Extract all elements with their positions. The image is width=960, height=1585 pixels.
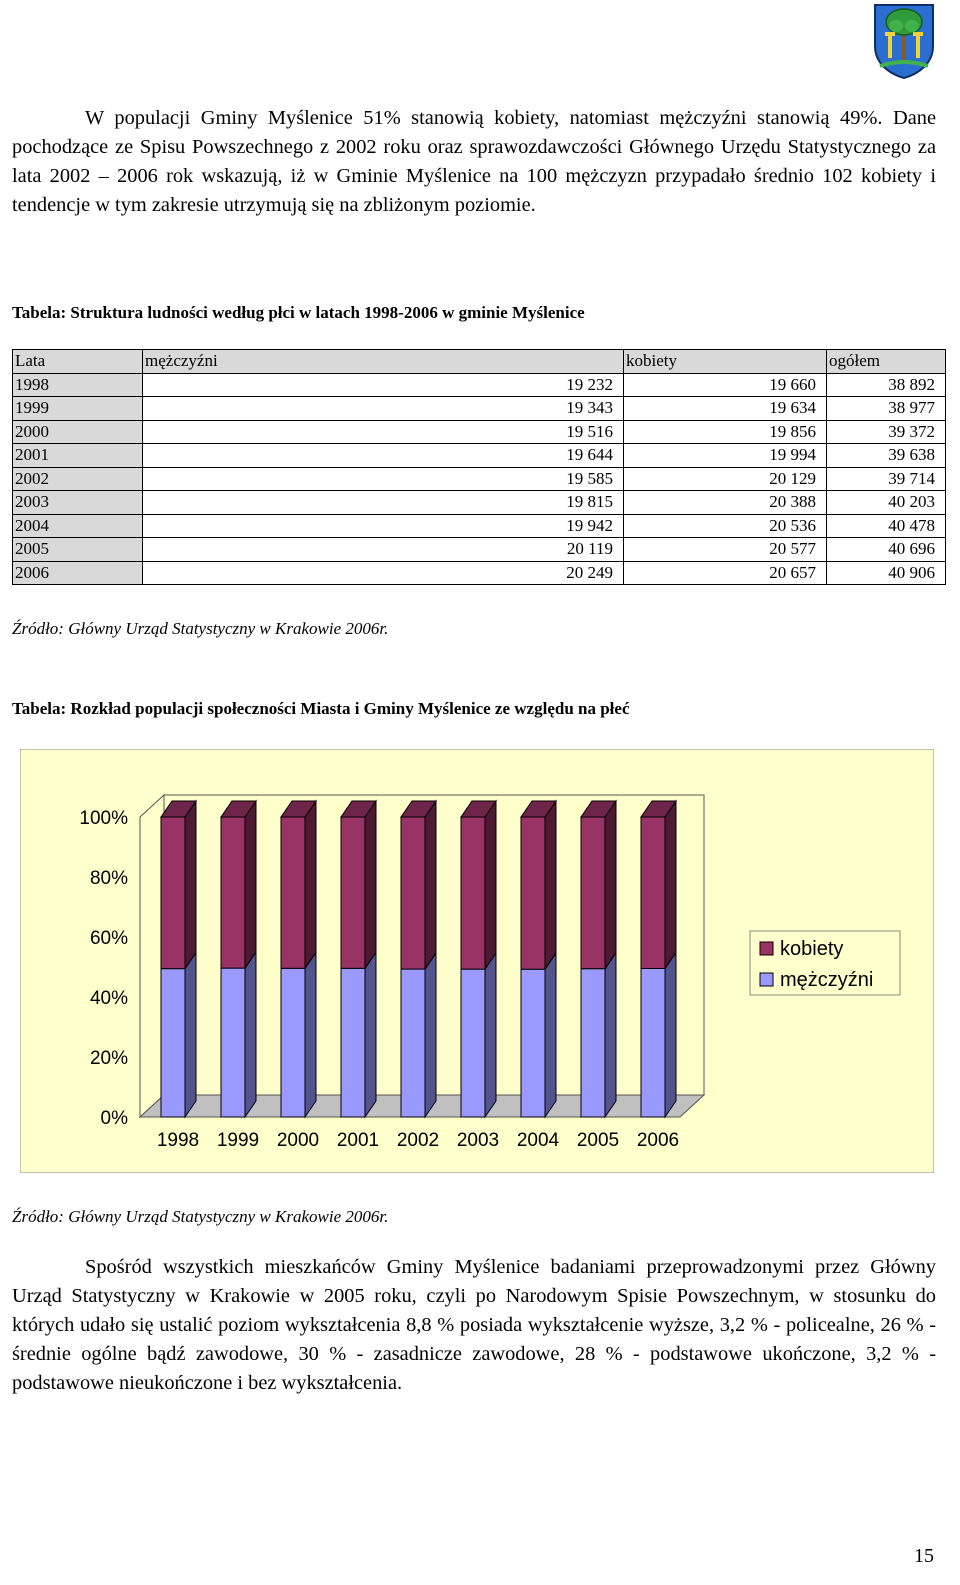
table1-source: Źródło: Główny Urząd Statystyczny w Krakowie 2006r. bbox=[12, 619, 389, 638]
bar-men-side bbox=[185, 953, 196, 1117]
page-number: 15 bbox=[914, 1545, 934, 1567]
bar-women bbox=[401, 817, 425, 969]
header-years: Lata bbox=[13, 350, 143, 374]
cell-total: 40 696 bbox=[827, 538, 946, 562]
education-paragraph: Spośród wszystkich mieszkańców Gminy Myślenice badaniami przeprowadzonymi przez Główny Urząd Statystyczny w Krakowie w 2005 roku, czyli po Narodowym Spisie Powszechnym, w stosunku do których udało się ustalić poziom wykształcenia 8,8 % posiada wykształcenie wyższe, 3,2 % - policealne, 26 % - średnie ogólne bądź zawodowe, 30 % - zasadnicze zawodowe, 28 % - podstawowe ukończone, 3,2 % - podstawowe nieukończone i bez wykształcenia. bbox=[12, 1256, 936, 1394]
x-tick-label: 2005 bbox=[576, 1130, 620, 1151]
bar-men bbox=[461, 969, 485, 1117]
y-tick-label: 20% bbox=[89, 1048, 128, 1069]
bar-women-side bbox=[665, 801, 676, 968]
bar-men-side bbox=[485, 953, 496, 1117]
cell-total: 38 977 bbox=[827, 397, 946, 421]
legend-swatch bbox=[760, 942, 773, 955]
cell-total: 39 372 bbox=[827, 420, 946, 444]
cell-year: 1998 bbox=[13, 373, 143, 397]
cell-men: 20 249 bbox=[143, 561, 624, 585]
bar-men bbox=[521, 969, 545, 1117]
bar-men bbox=[281, 968, 305, 1117]
gender-distribution-chart bbox=[20, 749, 934, 1173]
chart-caption: Tabela: Rozkład populacji społeczności Miasta i Gminy Myślenice ze względu na płeć bbox=[12, 699, 630, 718]
table1-caption: Tabela: Struktura ludności według płci w latach 1998-2006 w gminie Myślenice bbox=[12, 303, 585, 322]
bar-women bbox=[581, 817, 605, 969]
cell-women: 19 634 bbox=[624, 397, 827, 421]
bar-women bbox=[221, 817, 245, 968]
cell-men: 19 343 bbox=[143, 397, 624, 421]
header-women: kobiety bbox=[624, 350, 827, 374]
cell-women: 20 657 bbox=[624, 561, 827, 585]
table-row bbox=[13, 444, 946, 468]
bar-women bbox=[641, 817, 665, 968]
cell-year: 2002 bbox=[13, 467, 143, 491]
table-row bbox=[13, 397, 946, 421]
bar-women-side bbox=[605, 801, 616, 969]
cell-total: 39 638 bbox=[827, 444, 946, 468]
cell-total: 40 203 bbox=[827, 491, 946, 515]
legend-label: mężczyźni bbox=[780, 969, 874, 991]
bar-men-side bbox=[665, 952, 676, 1117]
bar-men bbox=[221, 968, 245, 1117]
table-row bbox=[13, 538, 946, 562]
bar-women bbox=[341, 817, 365, 968]
cell-year: 1999 bbox=[13, 397, 143, 421]
bar-women-side bbox=[545, 801, 556, 969]
coat-of-arms-icon bbox=[872, 2, 936, 80]
cell-men: 19 644 bbox=[143, 444, 624, 468]
x-tick-label: 2000 bbox=[276, 1130, 320, 1151]
cell-men: 19 942 bbox=[143, 514, 624, 538]
chart-source: Źródło: Główny Urząd Statystyczny w Krakowie 2006r. bbox=[12, 1207, 389, 1226]
bar-women-side bbox=[365, 801, 376, 968]
bar-women-side bbox=[485, 801, 496, 969]
cell-total: 39 714 bbox=[827, 467, 946, 491]
x-tick-label: 2006 bbox=[636, 1130, 680, 1151]
table-row bbox=[13, 467, 946, 491]
cell-year: 2000 bbox=[13, 420, 143, 444]
table-row bbox=[13, 373, 946, 397]
y-tick-label: 0% bbox=[100, 1108, 128, 1129]
y-tick-label: 80% bbox=[89, 868, 128, 889]
x-tick-label: 1999 bbox=[216, 1130, 260, 1151]
cell-men: 19 232 bbox=[143, 373, 624, 397]
bar-women-side bbox=[245, 801, 256, 968]
bar-men-side bbox=[605, 953, 616, 1117]
table-row bbox=[13, 491, 946, 515]
cell-women: 19 856 bbox=[624, 420, 827, 444]
cell-total: 40 478 bbox=[827, 514, 946, 538]
table-row bbox=[13, 420, 946, 444]
cell-men: 20 119 bbox=[143, 538, 624, 562]
x-tick-label: 2003 bbox=[456, 1130, 500, 1151]
header-total: ogółem bbox=[827, 350, 946, 374]
bar-men-side bbox=[425, 953, 436, 1117]
bar-women bbox=[461, 817, 485, 969]
cell-women: 20 388 bbox=[624, 491, 827, 515]
bar-men-side bbox=[245, 952, 256, 1117]
intro-paragraph: W populacji Gminy Myślenice 51% stanowią kobiety, natomiast mężczyźni stanowią 49%. Dane pochodzące ze Spisu Powszechnego z 2002 roku oraz sprawozdawczości Głównego Urzędu Statystycznego za lata 2002 – 2006 rok wskazują, iż w Gminie Myślenice na 100 mężczyzn przypadało średnio 102 kobiety i tendencje w tym zakresie utrzymują się na zbliżonym poziomie. bbox=[12, 107, 936, 216]
population-table bbox=[12, 349, 946, 585]
cell-year: 2006 bbox=[13, 561, 143, 585]
x-tick-label: 2002 bbox=[396, 1130, 440, 1151]
bar-men bbox=[401, 969, 425, 1117]
x-tick-label: 2004 bbox=[516, 1130, 560, 1151]
cell-total: 38 892 bbox=[827, 373, 946, 397]
y-tick-label: 100% bbox=[79, 808, 128, 829]
cell-women: 19 994 bbox=[624, 444, 827, 468]
legend-swatch bbox=[760, 973, 773, 986]
cell-men: 19 815 bbox=[143, 491, 624, 515]
bar-men-side bbox=[305, 952, 316, 1117]
bar-men bbox=[161, 969, 185, 1117]
bar-men-side bbox=[365, 952, 376, 1117]
bar-men bbox=[581, 969, 605, 1117]
cell-year: 2003 bbox=[13, 491, 143, 515]
legend-label: kobiety bbox=[780, 938, 844, 960]
cell-year: 2001 bbox=[13, 444, 143, 468]
bar-women-side bbox=[425, 801, 436, 969]
cell-men: 19 516 bbox=[143, 420, 624, 444]
cell-year: 2004 bbox=[13, 514, 143, 538]
cell-men: 19 585 bbox=[143, 467, 624, 491]
bar-women-side bbox=[305, 801, 316, 968]
bar-men bbox=[341, 968, 365, 1117]
bar-women bbox=[281, 817, 305, 968]
bar-women-side bbox=[185, 801, 196, 969]
cell-year: 2005 bbox=[13, 538, 143, 562]
cell-women: 20 129 bbox=[624, 467, 827, 491]
bar-women bbox=[161, 817, 185, 969]
cell-total: 40 906 bbox=[827, 561, 946, 585]
x-tick-label: 1998 bbox=[156, 1130, 200, 1151]
bar-women bbox=[521, 817, 545, 969]
bar-men-side bbox=[545, 953, 556, 1117]
y-tick-label: 40% bbox=[89, 988, 128, 1009]
table-row bbox=[13, 561, 946, 585]
cell-women: 20 536 bbox=[624, 514, 827, 538]
x-tick-label: 2001 bbox=[336, 1130, 380, 1151]
chart-svg bbox=[20, 749, 934, 1173]
header-men: mężczyźni bbox=[143, 350, 624, 374]
table-row bbox=[13, 514, 946, 538]
table-header-row bbox=[13, 350, 946, 374]
bar-men bbox=[641, 968, 665, 1117]
y-tick-label: 60% bbox=[89, 928, 128, 949]
cell-women: 20 577 bbox=[624, 538, 827, 562]
cell-women: 19 660 bbox=[624, 373, 827, 397]
